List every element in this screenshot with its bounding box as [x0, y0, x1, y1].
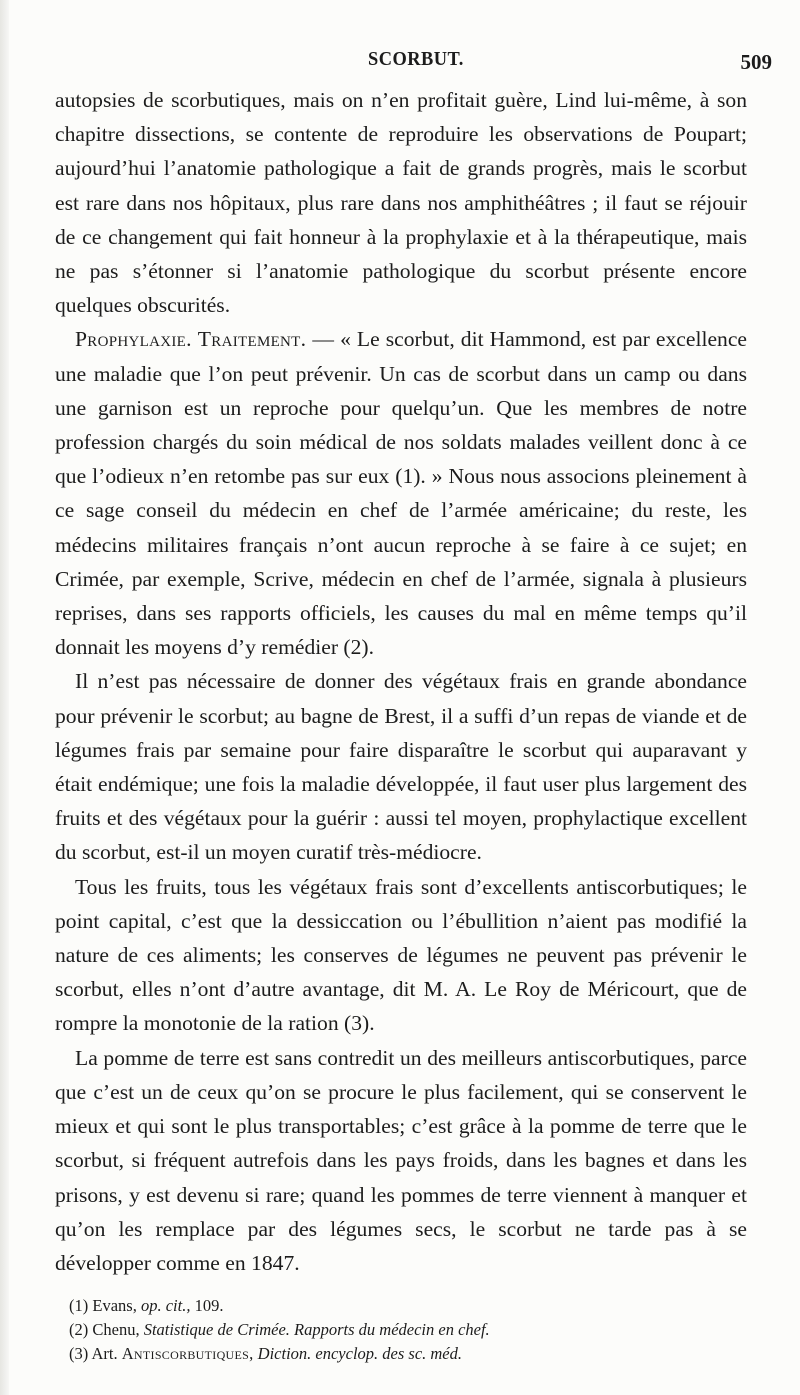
paragraph-pomme-de-terre: La pomme de terre est sans contredit un des meilleurs antiscorbutiques, parce que c’est un de ceux qu’on se procure le plus facilement, qui se conservent le mieux et qui sont le plus transportables; c’est grâce à la pomme de terre que le scorbut, si fréquent autrefois dans les pays froids, dans les bagnes et dans les prisons, y est devenu si rare; quand les pommes de terre viennent à manquer et qu’on les remplace par des légumes secs, le scorbut ne tarde pas à se développer comme en 1847.: [55, 1045, 747, 1275]
running-header: [0, 48, 800, 78]
footnote-2-mark: (2): [69, 1320, 89, 1339]
footnote-1: [55, 1294, 747, 1318]
footnote-3: [55, 1342, 747, 1366]
paragraph-prophylaxie: [55, 322, 747, 664]
main-text: [55, 83, 747, 1280]
footnote-3-source: Diction. encyclop. des sc. méd.: [257, 1344, 463, 1363]
footnote-3-article: Antiscorbutiques,: [121, 1344, 254, 1363]
paragraph-autopsies: autopsies de scorbutiques, mais on n’en profitait guère, Lind lui-même, à son chapitre dissections, se contente de reproduire les observations de Poupart; aujourd’hui l’anatomie pathologique a fait de grands progrès, mais le scorbut est rare dans nos hôpitaux, plus rare dans nos amphithéâtres ; il faut se réjouir de ce changement qui fait honneur à la prophylaxie et à la thérapeutique, mais ne pas s’étonner si l’anatomie pathologique du scorbut présente encore quelques obscurités.: [55, 88, 747, 318]
footnote-2: [55, 1318, 747, 1342]
section-heading: Prophylaxie. Traitement.: [75, 327, 307, 352]
page-number: 509: [740, 50, 772, 74]
paragraph-prophylaxie-text: — « Le scorbut, dit Hammond, est par excellence une maladie que l’on peut prévenir. Un cas de scorbut dans un camp ou dans une garnison est un reproche pour quelqu’un. Que les membres de notre profession chargés du soin médical de nos soldats malades veillent donc à ce que l’odieux n’en retombe pas sur eux (1). » Nous nous associons pleinement à ce sage conseil du médecin en chef de l’armée américaine; du reste, les médecins militaires français n’ont aucun reproche à se faire à ce sujet; en Crimée, par exemple, Scrive, médecin en chef de l’armée, signala à plusieurs reprises, dans ses rapports officiels, les causes du mal en même temps qu’il donnait les moyens d’y remédier (2).: [55, 327, 748, 660]
page-gutter-shadow: [0, 0, 9, 1395]
paragraph-fruits: Tous les fruits, tous les végétaux frais sont d’excellents antiscorbutiques; le point capital, c’est que la dessiccation ou l’ébullition n’aient pas modifié la nature de ces aliments; les conserves de légumes ne peuvent pas prévenir le scorbut, elles n’ont d’autre avantage, dit M. A. Le Roy de Méricourt, que de rompre la monotonie de la ration (3).: [55, 874, 747, 1036]
footnotes: [55, 1294, 747, 1366]
footnote-2-author: Chenu,: [92, 1320, 140, 1339]
footnote-1-mark: (1): [69, 1296, 89, 1315]
running-title: SCORBUT.: [368, 48, 464, 70]
paragraph-vegetaux: Il n’est pas nécessaire de donner des végétaux frais en grande abondance pour prévenir le scorbut; au bagne de Brest, il a suffi d’un repas de viande et de légumes frais par semaine pour faire disparaître le scorbut qui auparavant y était endémique; une fois la maladie développée, il faut user plus largement des fruits et des végétaux pour la guérir : aussi tel moyen, prophylactique excellent du scorbut, est-il un moyen curatif très-médiocre.: [55, 669, 747, 865]
footnote-1-page: 109.: [194, 1296, 224, 1315]
footnote-1-author: Evans,: [92, 1296, 137, 1315]
footnote-3-mark: (3): [69, 1344, 89, 1363]
footnote-3-prefix: Art.: [91, 1344, 118, 1363]
footnote-2-title: Statistique de Crimée. Rapports du médecin en chef.: [143, 1320, 490, 1339]
footnote-1-ref: op. cit.,: [140, 1296, 191, 1315]
